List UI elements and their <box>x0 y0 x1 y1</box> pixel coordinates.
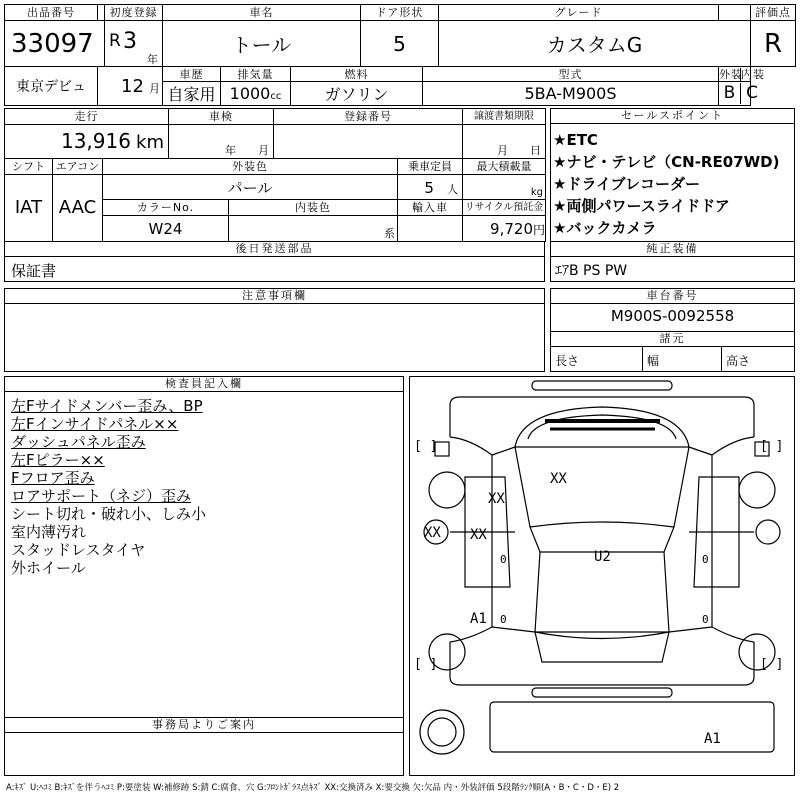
dim-width: 幅 <box>647 354 660 368</box>
doors: 5 <box>361 21 439 67</box>
bracket-br: [ ] <box>760 657 784 672</box>
sales-item: ★ナビ・テレビ（CN-RE07WD) <box>553 153 780 171</box>
mileage-label: 走行 <box>5 109 169 125</box>
history-label: 車歴 <box>163 67 221 82</box>
seats: 5 人 <box>398 174 463 200</box>
office-box <box>4 718 404 776</box>
inspector-item: 左Fサイドメンバー歪み、BP <box>11 397 203 415</box>
ac-label: エアコン <box>53 159 103 175</box>
inspector-item: 外ホイール <box>11 559 86 577</box>
displacement: 1000cc <box>221 82 291 106</box>
inspector-item: Fフロア歪み <box>11 469 95 487</box>
era: R <box>109 31 121 51</box>
lot-label: 出品番号 <box>5 5 98 21</box>
load-label: 最大積載量 <box>463 159 546 175</box>
int-grade: C <box>746 83 758 103</box>
transfer-date: 月 日 <box>463 124 546 158</box>
colorno-label: カラーNo. <box>103 200 229 216</box>
recycle: 9,720円 <box>463 216 546 242</box>
chassis-label: 車台番号 <box>551 289 794 304</box>
mark-zero-3: 0 <box>702 553 709 566</box>
year: 3 <box>123 29 137 54</box>
regno <box>274 124 463 158</box>
mark-center: U2 <box>594 549 611 565</box>
month-unit: 月 <box>149 81 160 95</box>
inspector-item: 左Fインサイドパネル×× <box>11 415 179 433</box>
inspector-item: ロアサポート（ネジ）歪み <box>11 487 192 505</box>
intcolor-label: 内装色 <box>229 200 398 216</box>
shift-label: シフト <box>5 159 53 175</box>
mark-door-l: XX <box>470 527 487 543</box>
sales-label: セールスポイント <box>551 109 794 124</box>
chassis-value: M900S-0092558 <box>610 307 735 325</box>
header-table <box>4 4 796 106</box>
dim-length: 長さ <box>555 354 580 368</box>
int-color: 系 <box>229 216 398 242</box>
inspector-label: 検査員記入欄 <box>5 377 403 392</box>
inspector-box <box>4 376 404 718</box>
fuel-label: 燃料 <box>291 67 423 82</box>
ext-color: パール <box>103 174 398 200</box>
office-label: 事務局よりご案内 <box>5 718 403 733</box>
year-unit: 年 <box>147 53 158 66</box>
ext-grade: B <box>719 83 741 104</box>
equip-value: ｴｱB PS PW <box>555 263 628 279</box>
sales-list <box>553 129 779 239</box>
sales-item: ★ドライブレコーダー <box>553 175 700 193</box>
mark-front-l: XX <box>424 525 441 541</box>
import-label: 輸入車 <box>398 200 463 216</box>
model-label: 型式 <box>423 67 719 82</box>
mark-zero-2: 0 <box>500 613 507 626</box>
sales-item: ★ETC <box>553 131 598 149</box>
car-name: トール <box>163 21 361 67</box>
caution-label: 注意事項欄 <box>5 289 544 304</box>
mark-roof: XX <box>550 471 567 487</box>
mark-bottom: A1 <box>704 731 721 747</box>
int-label: 内装 <box>741 67 766 81</box>
mark-hood-l: XX <box>488 491 505 507</box>
details-table <box>4 108 546 242</box>
ext-label: 外装 <box>719 67 744 81</box>
later-label: 後日発送部品 <box>5 242 544 257</box>
sales-points-box <box>550 108 795 242</box>
later-value: 保証書 <box>11 262 57 280</box>
bracket-tl: [ ] <box>414 439 438 454</box>
mark-rear-l: A1 <box>470 611 487 627</box>
ac: AAC <box>53 174 103 241</box>
chassis-box <box>550 288 795 372</box>
disp-label: 排気量 <box>221 67 291 82</box>
car-diagram <box>410 377 794 775</box>
inspector-item: 左Fピラー×× <box>11 451 105 469</box>
legend: A:ｷｽﾞ U:ﾍｺﾐ B:ｷｽﾞを伴うﾍｺﾐ P:要塗装 W:補修跡 S:錆 C:腐食、穴 G:ﾌﾛﾝﾄｶﾞﾗｽ点ｷｽﾞ XX:交換済み X:要交換 欠:欠品 内・外装評価 5段階ﾗﾝｸ順(A・B・C・D・E) 2 <box>6 783 620 793</box>
doors-label: ドア形状 <box>361 5 439 21</box>
car-diagram-box <box>409 376 795 776</box>
regno-label: 登録番号 <box>274 109 463 125</box>
month: 12 <box>121 75 144 97</box>
score-label: 評価点 <box>751 5 796 21</box>
max-load: kg <box>463 174 546 200</box>
color-no: W24 <box>103 216 229 242</box>
first-reg-month <box>98 67 163 106</box>
dims-label: 諸元 <box>551 331 794 347</box>
mileage: 13,916 km <box>5 124 169 158</box>
inspect-date: 年 月 <box>169 124 274 158</box>
inspector-item: スタッドレスタイヤ <box>11 541 146 559</box>
import <box>398 216 463 242</box>
car-name-label: 車名 <box>163 5 361 21</box>
later-parts-box <box>4 242 545 282</box>
inspector-list <box>11 397 206 577</box>
lot-number: 33097 <box>5 21 98 67</box>
inspect-label: 車検 <box>169 109 274 125</box>
inspector-item: ダッシュパネル歪み <box>11 433 146 451</box>
inspector-item: シート切れ・破れ小、しみ小 <box>11 505 207 523</box>
history: 自家用 <box>163 82 221 106</box>
bracket-bl: [ ] <box>414 657 438 672</box>
color-label: 外装色 <box>103 159 398 175</box>
sales-item: ★バックカメラ <box>553 219 657 237</box>
caution-box <box>4 288 545 372</box>
equip-label: 純正装備 <box>551 242 794 257</box>
seats-label: 乗車定員 <box>398 159 463 175</box>
bracket-tr: [ ] <box>760 439 784 454</box>
equipment-box <box>550 242 795 282</box>
first-reg <box>105 21 163 67</box>
debut-label: 東京デビュ <box>5 67 98 106</box>
fuel: ガソリン <box>291 82 423 106</box>
model: 5BA-M900S <box>423 82 719 106</box>
transfer-label: 譲渡書類期限 <box>463 109 546 125</box>
first-reg-label: 初度登録 <box>105 5 163 21</box>
grade: カスタムG <box>439 21 751 67</box>
mark-zero-4: 0 <box>702 613 709 626</box>
grade-label: グレード <box>439 5 719 21</box>
sales-item: ★両側パワースライドドア <box>553 197 730 215</box>
score: R <box>751 21 796 67</box>
dims-row <box>551 346 794 372</box>
dim-height: 高さ <box>726 354 751 368</box>
mark-zero-1: 0 <box>500 553 507 566</box>
shift: IAT <box>5 174 53 241</box>
recycle-label: リサイクル預託金 <box>463 200 546 216</box>
inspector-item: 室内薄汚れ <box>11 523 87 541</box>
